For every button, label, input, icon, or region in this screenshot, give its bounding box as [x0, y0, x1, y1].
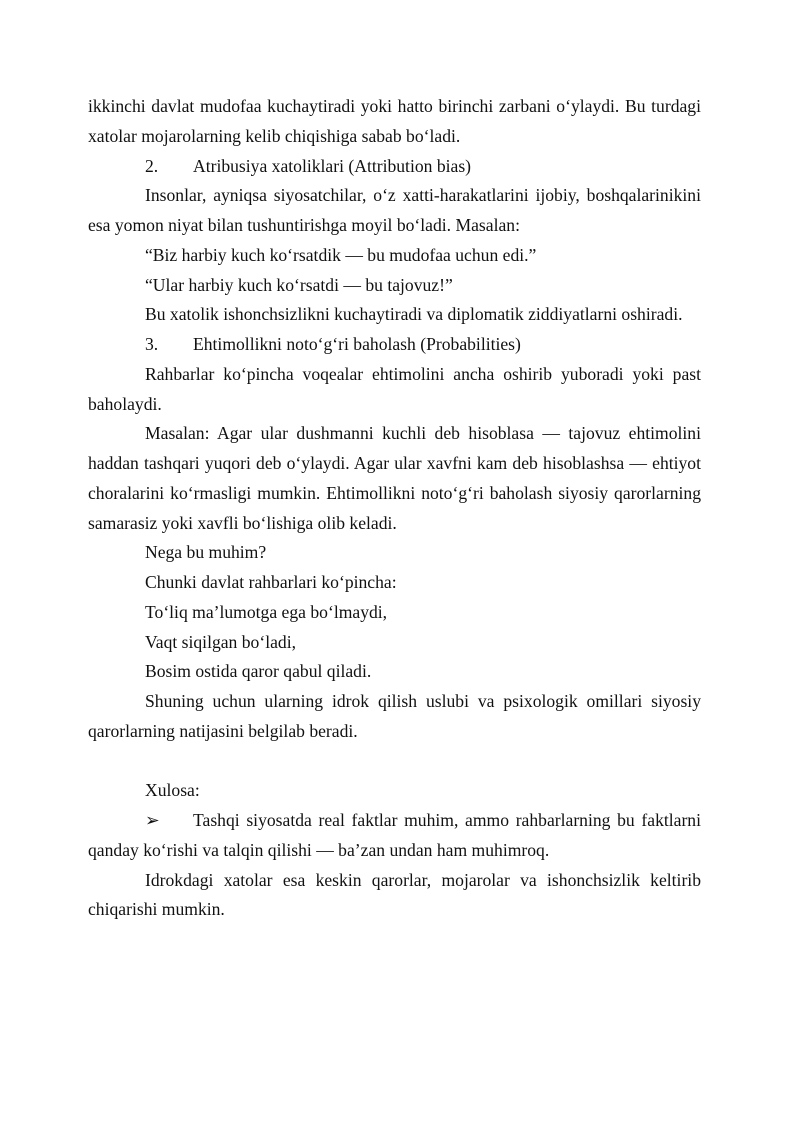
quote-their-action: “Ular harbiy kuch ko‘rsatdi — bu tajovuz!” [145, 274, 453, 295]
section-title: Atribusiya xatoliklari (Attribution bias) [193, 155, 472, 176]
arrow-bullet-icon: ➢ [145, 810, 160, 830]
section-heading-2 [88, 152, 701, 182]
paragraph-because: Chunki davlat rahbarlari ko‘pincha: [145, 572, 397, 592]
quote-our-action: “Biz harbiy kuch ko‘rsatdik — bu mudofaa uchun edi.” [145, 244, 537, 265]
paragraph-attribution-intro: Insonlar, ayniqsa siyosatchilar, o‘z xatti-harakatlarini ijobiy, boshqalarinikini esa yomon niyat bilan tushuntirishga moyil bo‘ladi. Masalan: [88, 185, 701, 235]
paragraph-probabilities-example: Masalan: Agar ular dushmanni kuchli deb hisoblasa — tajovuz ehtimolini haddan tashqari yuqori deb o‘ylaydi. Agar ular xavfni kam deb hisoblashsa — ehtiyot choralarini ko‘rmasligi mumkin. Ehtimollikni noto‘g‘ri baholash siyosiy qarorlarning samarasiz yoki xavfli bo‘lishiga olib keladi. [88, 423, 701, 533]
conclusion-heading: Xulosa: [145, 780, 200, 801]
list-item: Vaqt siqilgan bo‘ladi, [145, 631, 296, 652]
document-body [88, 92, 701, 925]
section-number: 2. [145, 155, 159, 176]
paragraph-why-important: Nega bu muhim? [145, 542, 267, 563]
paragraph-continuation: ikkinchi davlat mudofaa kuchaytiradi yoki hatto birinchi zarbani o‘ylaydi. Bu turdagi xatolar mojarolarning kelib chiqishiga sabab bo‘ladi. [88, 96, 701, 146]
conclusion-bullet [88, 806, 701, 866]
list-item: Bosim ostida qaror qabul qiladi. [145, 661, 372, 682]
section-number: 3. [145, 334, 159, 354]
list-item: To‘liq ma’lumotga ega bo‘lmaydi, [145, 601, 388, 622]
blank-line [88, 747, 701, 777]
paragraph-therefore: Shuning uchun ularning idrok qilish uslubi va psixologik omillari siyosiy qarorlarning natijasini belgilab beradi. [88, 691, 701, 741]
section-title: Ehtimollikni noto‘g‘ri baholash (Probabilities) [193, 334, 521, 354]
paragraph-conclusion-end: Idrokdagi xatolar esa keskin qarorlar, mojarolar va ishonchsizlik keltirib chiqarishi mumkin. [88, 869, 701, 920]
paragraph-probabilities-intro: Rahbarlar ko‘pincha voqealar ehtimolini ancha oshirib yuboradi yoki past baholaydi. [88, 363, 701, 414]
paragraph-attribution-effect: Bu xatolik ishonchsizlikni kuchaytiradi va diplomatik ziddiyatlarni oshiradi. [145, 304, 683, 325]
bullet-text: Tashqi siyosatda real faktlar muhim, ammo rahbarlarning bu faktlarni qanday ko‘rishi va talqin qilishi — ba’zan undan ham muhimroq. [88, 810, 701, 860]
section-heading-3 [88, 330, 701, 360]
